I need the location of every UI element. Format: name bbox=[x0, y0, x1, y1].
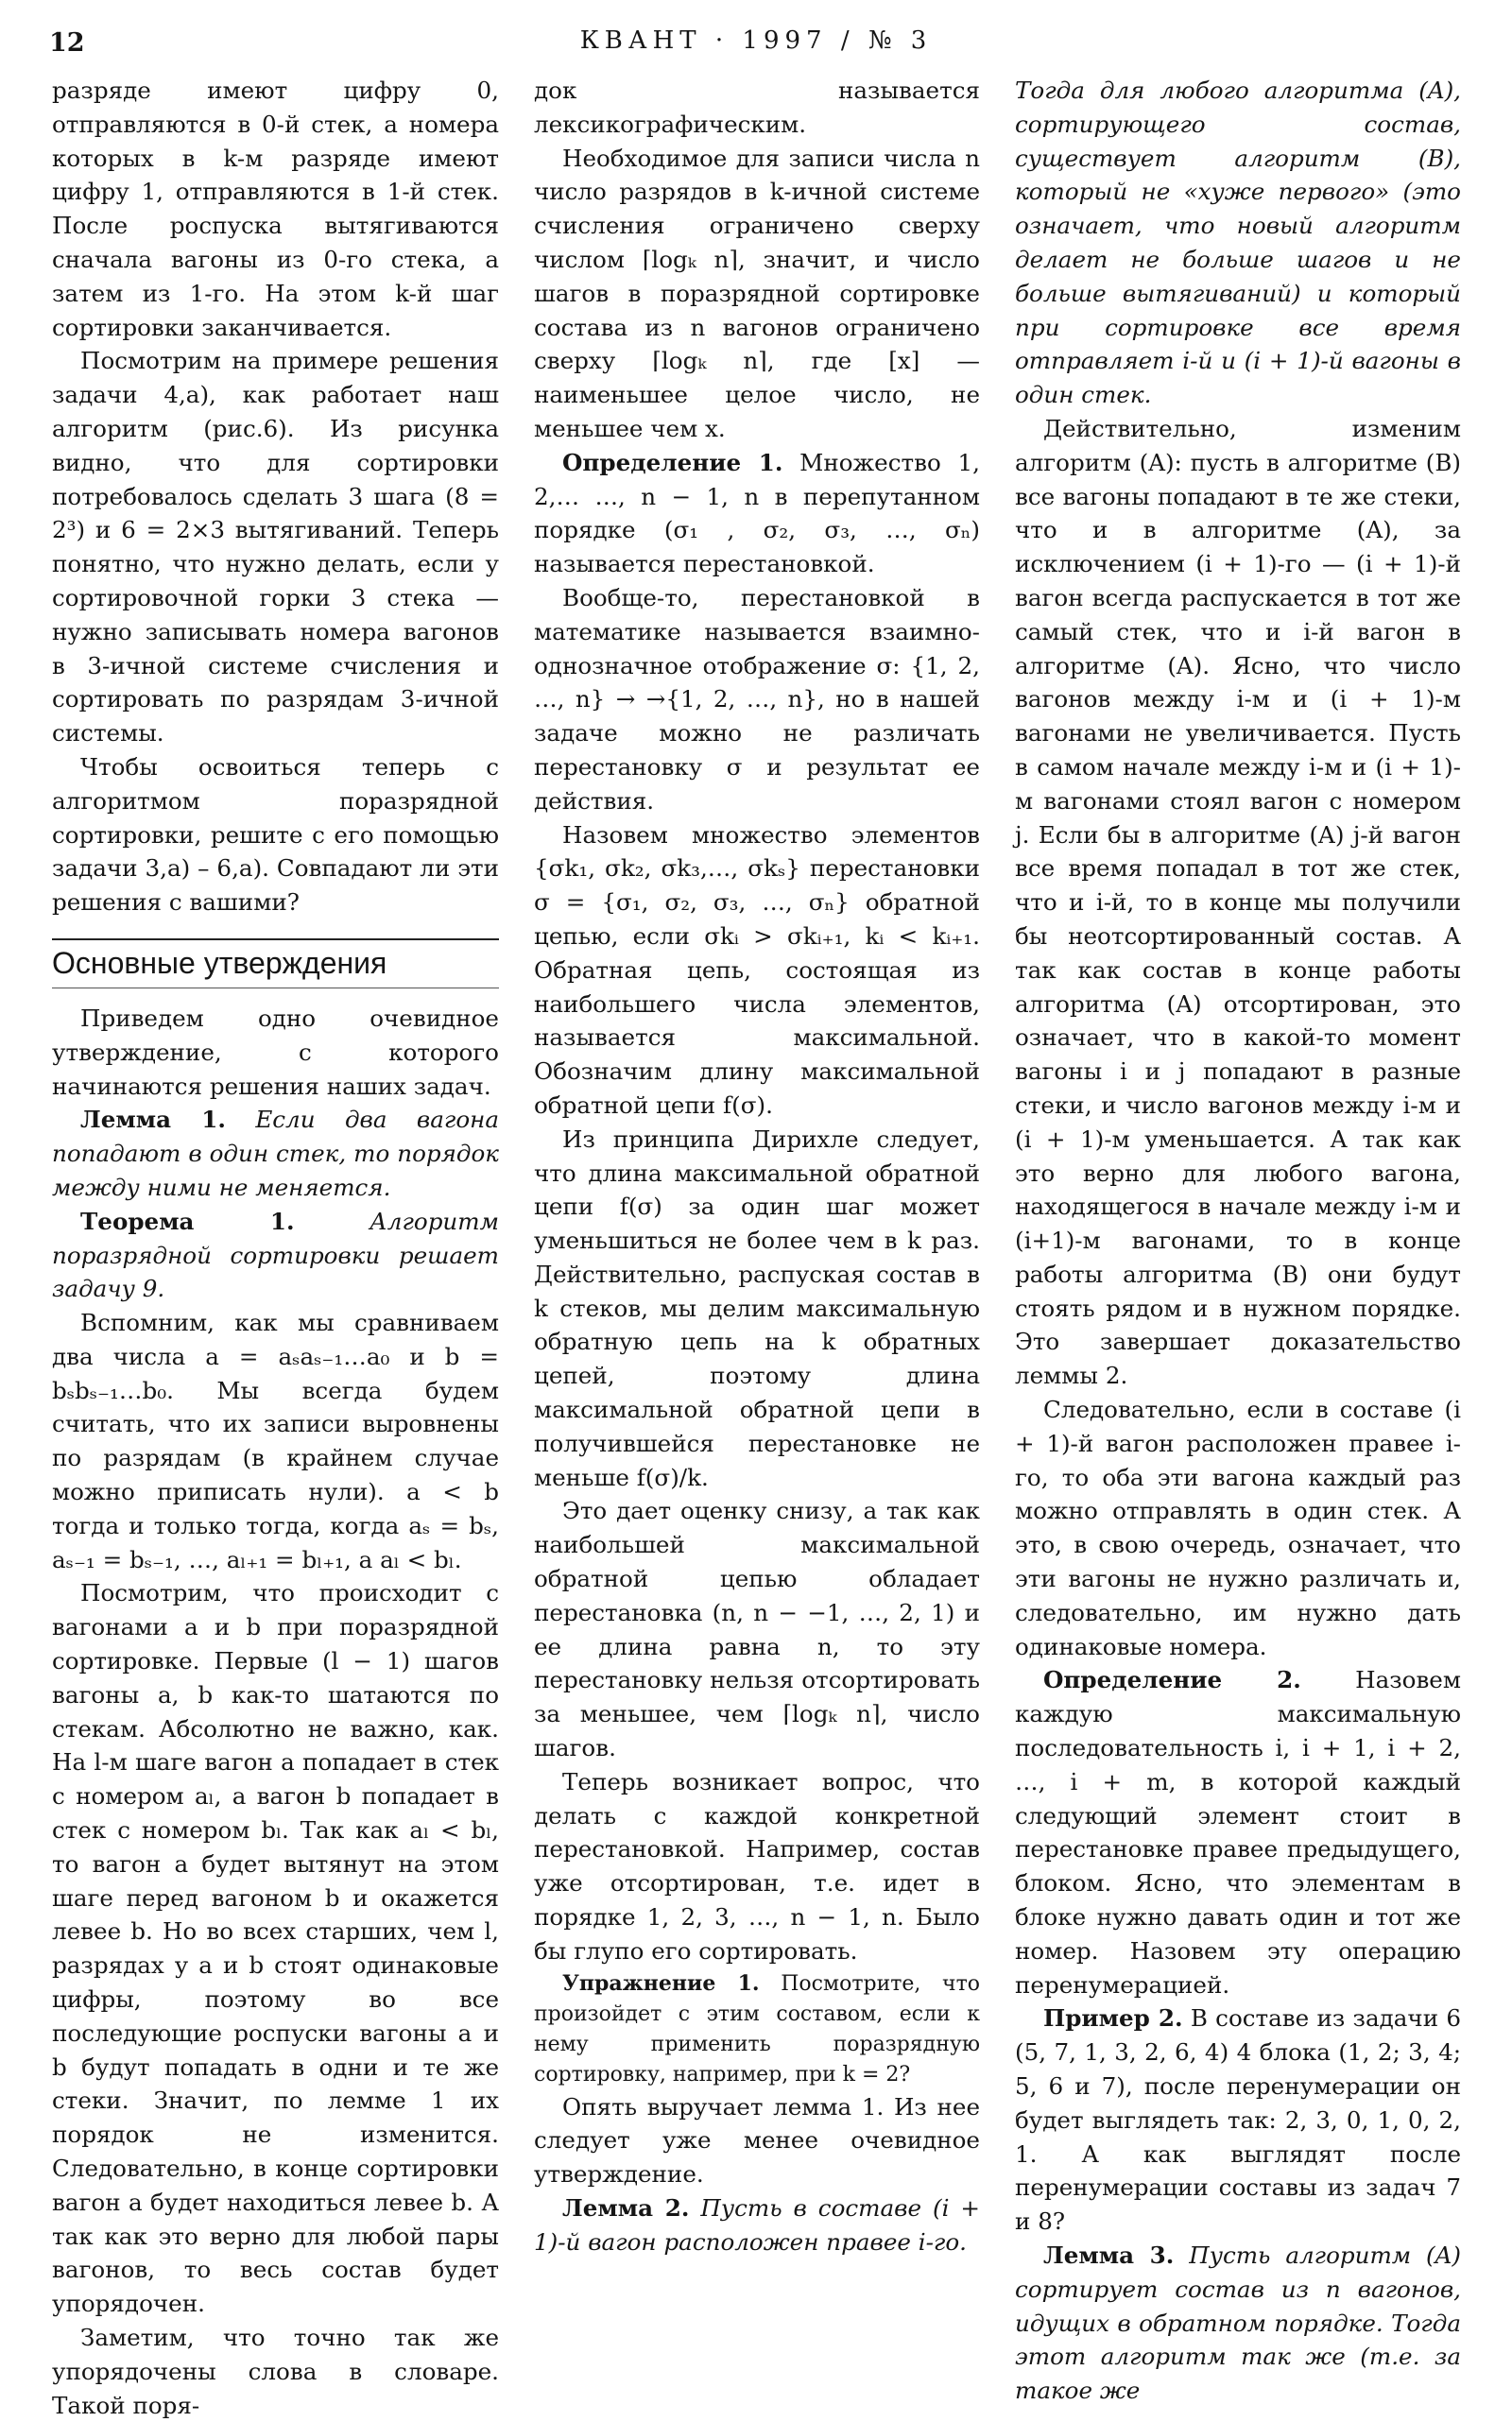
paragraph: Назовем множество элементов {σk₁, σk₂, σk₃,…, σkₛ} перестановки σ = {σ₁, σ₂, σ₃, …, σₙ} обратной цепью, если σkᵢ > σkᵢ₊₁, kᵢ < kᵢ₊₁. Обратная цепь, состоящая из наибольшего числа элементов, называется максимальной. Обозначим длину максимальной обратной цепи f(σ). bbox=[534, 820, 980, 1119]
paragraph: Заметим, что точно так же упорядочены слова в словаре. Такой поря- bbox=[52, 2324, 499, 2419]
paragraph: Действительно, изменим алгоритм (A): пусть в алгоритме (B) все вагоны попадают в те же стеки, что и в алгоритме (A), за исключением (i + 1)-го — (i + 1)-й вагон всегда распускается в тот же самый стек, что и i-й вагон в алгоритме (A). Ясно, что число вагонов между i-м и (i + 1)-м вагонами не увеличивается. Пусть в самом начале между i-м и (i + 1)-м вагонами стоял вагон с номером j. Если бы в алгоритме (A) j-й вагон все время попадал в тот же стек, что и i-й, то в конце мы получили бы неотсортированный состав. А так как состав в конце работы алгоритма (A) отсортирован, это означает, что в какой-то момент вагоны i и j попадают в разные стеки, и число вагонов между i-м и (i + 1)-м уменьшается. А так как это верно для любого вагона, находящегося в начале между i-м и (i+1)-м вагонами, то в конце работы алгоритма (B) они будут стоять рядом и в нужном порядке. Это завершает доказательство леммы 2. bbox=[1015, 414, 1461, 1390]
lemma-label: Лемма 1. bbox=[80, 1106, 226, 1134]
page-number: 12 bbox=[49, 28, 85, 58]
paragraph: Чтобы освоиться теперь с алгоритмом поразрядной сортировки, решите с его помощью задачи 3,а) – 6,а). Совпадают ли эти решения с вашими? bbox=[52, 752, 499, 917]
paragraph: Приведем одно очевидное утверждение, с которого начинаются решения наших задач. bbox=[52, 1004, 499, 1100]
paragraph: Опять выручает лемма 1. Из нее следует уже менее очевидное утверждение. bbox=[534, 2092, 980, 2189]
paragraph: Посмотрим на примере решения задачи 4,а), как работает наш алгоритм (рис.6). Из рисунка видно, что для сортировки потребовалось сделать 3 шага (8 = 2³) и 6 = 2×3 вытягиваний. Теперь понятно, что нужно делать, если у сортировочной горки 3 стека — нужно записывать номера вагонов в 3-ичной системе счисления и сортировать по разрядам 3-ичной системы. bbox=[52, 347, 499, 747]
paragraph: Из принципа Дирихле следует, что длина максимальной обратной цепи f(σ) за один шаг может уменьшиться не более чем в k раз. Действительно, распуская состав в k стеков, мы делим максимальную обратную цепь на k обратных цепей, поэтому длина максимальной обратной цепи в получившейся перестановке не меньше f(σ)/k. bbox=[534, 1125, 980, 1491]
paragraph: Следовательно, если в составе (i + 1)-й вагон расположен правее i-го, то оба эти вагона каждый раз можно отправлять в один стек. А это, в свою очередь, означает, что эти вагоны не нужно различать и, следовательно, им нужно дать одинаковые номера. bbox=[1015, 1396, 1461, 1660]
journal-title: КВАНТ · 1997 / № 3 bbox=[579, 26, 933, 55]
example-2 bbox=[1015, 2001, 1461, 2239]
lemma-text: Пусть в составе (i + 1)-й вагон расположен правее i-го. bbox=[534, 2194, 980, 2256]
paragraph: разряде имеют цифру 0, отправляются в 0-й стек, а номера которых в k-м разряде имеют цифру 1, отправляются в 1-й стек. После роспуска вытягиваются сначала вагоны из 0-го стека, а затем из 1-го. На этом k-й шаг сортировки заканчивается. bbox=[52, 77, 499, 341]
theorem-1 bbox=[52, 1205, 499, 1306]
paragraph: Теперь возникает вопрос, что делать с каждой конкретной перестановкой. Например, состав уже отсортирован, т.е. идет в порядке 1, 2, 3, …, n − 1, n. Было бы глупо его сортировать. bbox=[534, 1767, 980, 1965]
lemma-text: Пусть алгоритм (A) сортирует состав из n вагонов, идущих в обратном порядке. Тогда этот алгоритм так же (т.е. за такое же bbox=[1015, 2242, 1462, 2405]
definition-2 bbox=[1015, 1663, 1461, 2001]
definition-1 bbox=[534, 446, 980, 581]
lemma-1 bbox=[52, 1103, 499, 1204]
lemma-2 bbox=[534, 2191, 980, 2259]
paragraph: Это дает оценку снизу, а так как наибольшей максимальной обратной цепью обладает перестановка (n, n − −1, …, 2, 1) и ее длина равна n, то эту перестановку нельзя отсортировать за меньшее, чем ⌈logₖ n⌉, число шагов. bbox=[534, 1497, 980, 1762]
column-3 bbox=[1015, 74, 1461, 2408]
paragraph: Вообще-то, перестановкой в математике называется взаимно-однозначное отображение σ: {1, 2, …, n} → →{1, 2, …, n}, но в нашей задаче можно не различать перестановку σ и результат ее действия. bbox=[534, 583, 980, 815]
lemma-3 bbox=[1015, 2239, 1461, 2408]
theorem-text: Алгоритм поразрядной сортировки решает задачу 9. bbox=[52, 1207, 499, 1303]
exercise-1 bbox=[534, 1968, 980, 2090]
definition-label: Определение 2. bbox=[1043, 1666, 1301, 1694]
column-1 bbox=[52, 74, 499, 2422]
paragraph: Необходимое для записи числа n число разрядов в k-ичной системе счисления ограничено сверху числом ⌈logₖ n⌉, значит, и число шагов в поразрядной сортировке состава из n вагонов ограничено сверху ⌈logₖ n⌉, где [x] — наименьшее целое число, не меньшее чем x. bbox=[534, 144, 980, 442]
page-header bbox=[49, 21, 1463, 59]
example-text: В составе из задачи 6 (5, 7, 1, 3, 2, 6, 4) 4 блока (1, 2; 3, 4; 5, 6 и 7), после перенумерации он будет выглядеть так: 2, 3, 0, 1, 0, 2, 1. А как выглядят после перенумерации составы из задач 7 и 8? bbox=[1015, 2004, 1461, 2236]
exercise-label: Упражнение 1. bbox=[562, 1970, 760, 1996]
lemma-text: Если два вагона попадают в один стек, то порядок между ними не меняется. bbox=[52, 1106, 499, 1201]
exercise-text: Посмотрите, что произойдет с этим составом, если к нему применить поразрядную сортировку, например, при k = 2? bbox=[534, 1971, 980, 2087]
paragraph: док называется лексикографическим. bbox=[534, 77, 980, 138]
section-title: Основные утверждения bbox=[52, 945, 387, 980]
theorem-label: Теорема 1. bbox=[80, 1207, 295, 1235]
section-heading-box bbox=[52, 938, 499, 988]
lemma-label: Лемма 3. bbox=[1043, 2242, 1175, 2269]
example-label: Пример 2. bbox=[1043, 2004, 1183, 2033]
definition-text: Множество 1, 2,… …, n − 1, n в перепутанном порядке (σ₁ , σ₂, σ₃, …, σₙ) называется перестановкой. bbox=[534, 448, 981, 578]
lemma-label: Лемма 2. bbox=[562, 2194, 690, 2223]
definition-text: Назовем каждую максимальную последовательность i, i + 1, i + 2, …, i + m, в которой каждый следующий элемент стоит в перестановке правее предыдущего, блоком. Ясно, что элементам в блоке нужно давать один и тот же номер. Назовем эту операцию перенумерацией. bbox=[1015, 1666, 1461, 1999]
paragraph: Вспомним, как мы сравниваем два числа a = aₛaₛ₋₁…a₀ и b = bₛbₛ₋₁…b₀. Мы всегда будем считать, что их записи выровнены по разрядам (в крайнем случае можно приписать нули). a < b тогда и только тогда, когда aₛ = bₛ, aₛ₋₁ = bₛ₋₁, …, aₗ₊₁ = bₗ₊₁, а aₗ < bₗ. bbox=[52, 1309, 499, 1573]
paragraph: Тогда для любого алгоритма (A), сортирующего состав, существует алгоритм (B), который не «хуже первого» (это означает, что новый алгоритм делает не больше шагов и не больше вытягиваний) и который при сортировке все время отправляет i-й и (i + 1)-й вагоны в один стек. bbox=[1015, 77, 1461, 409]
definition-label: Определение 1. bbox=[562, 448, 783, 476]
paragraph: Посмотрим, что происходит с вагонами a и b при поразрядной сортировке. Первые (l − 1) шагов вагоны a, b как-то шатаются по стекам. Абсолютно не важно, как. На l-м шаге вагон a попадает в стек с номером aₗ, а вагон b попадает в стек с номером bₗ. Так как aₗ < bₗ, то вагон a будет вытянут на этом шаге перед вагоном b и окажется левее b. Но во всех старших, чем l, разрядах у a и b стоят одинаковые цифры, поэтому во все последующие роспуски вагоны a и b будут попадать в одни и те же стеки. Значит, по лемме 1 их порядок не изменится. Следовательно, в конце сортировки вагон a будет находиться левее b. А так как это верно для любой пары вагонов, то весь состав будет упорядочен. bbox=[52, 1579, 499, 2318]
column-2 bbox=[534, 74, 980, 2259]
